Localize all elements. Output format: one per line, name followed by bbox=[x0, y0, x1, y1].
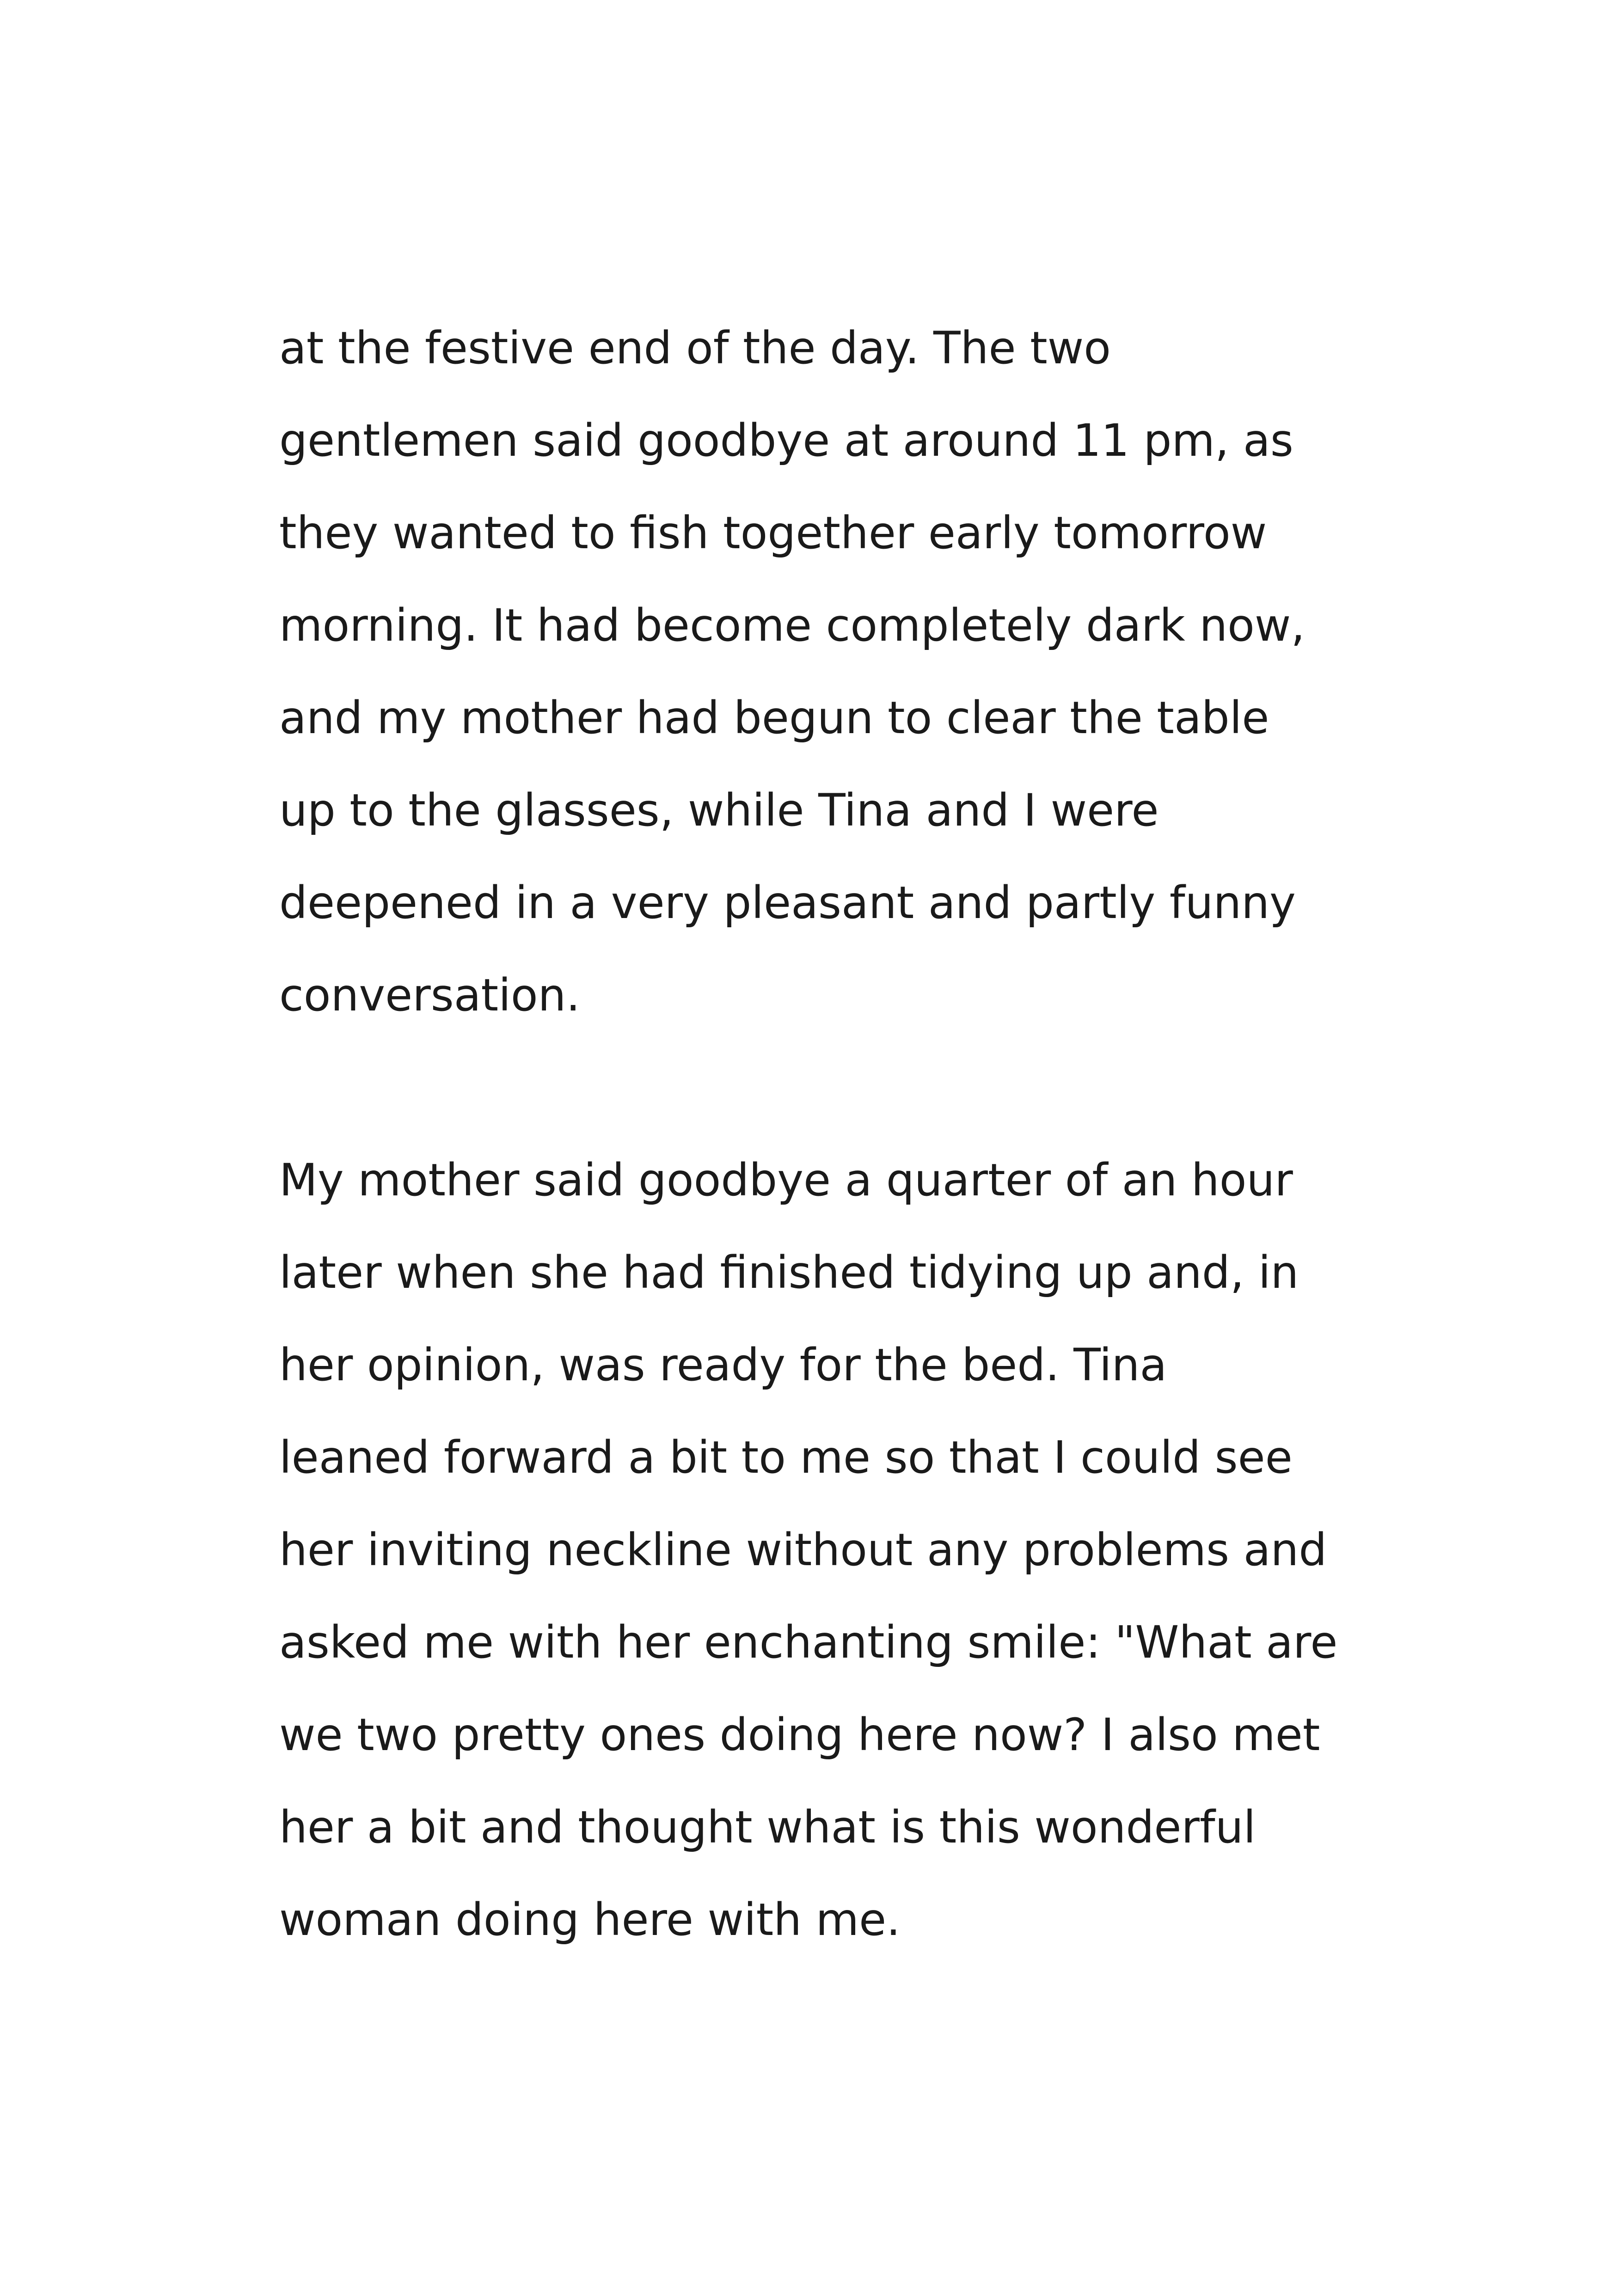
text-line: and my mother had begun to clear the table bbox=[279, 692, 1269, 744]
text-line: woman doing here with me. bbox=[279, 1894, 901, 1946]
text-line: her opinion, was ready for the bed. Tina bbox=[279, 1339, 1167, 1391]
paragraph-2 bbox=[279, 1134, 1379, 1966]
text-line: they wanted to fish together early tomorrow bbox=[279, 507, 1267, 559]
paragraph-1 bbox=[279, 302, 1379, 1041]
text-line: her inviting neckline without any problems and bbox=[279, 1524, 1327, 1576]
text-line: leaned forward a bit to me so that I could see bbox=[279, 1432, 1293, 1483]
text-line: conversation. bbox=[279, 969, 580, 1021]
text-line: My mother said goodbye a quarter of an hour bbox=[279, 1154, 1293, 1206]
text-line: deepened in a very pleasant and partly funny bbox=[279, 877, 1296, 929]
text-line: morning. It had become completely dark now, bbox=[279, 600, 1305, 651]
text-line: we two pretty ones doing here now? I also met bbox=[279, 1709, 1320, 1761]
text-line: gentlemen said goodbye at around 11 pm, as bbox=[279, 415, 1293, 466]
text-line: her a bit and thought what is this wonderful bbox=[279, 1801, 1256, 1853]
text-line: up to the glasses, while Tina and I were bbox=[279, 784, 1159, 836]
text-line: asked me with her enchanting smile: "What are bbox=[279, 1616, 1338, 1668]
text-line: later when she had finished tidying up and, in bbox=[279, 1247, 1299, 1298]
text-line: at the festive end of the day. The two bbox=[279, 322, 1111, 374]
